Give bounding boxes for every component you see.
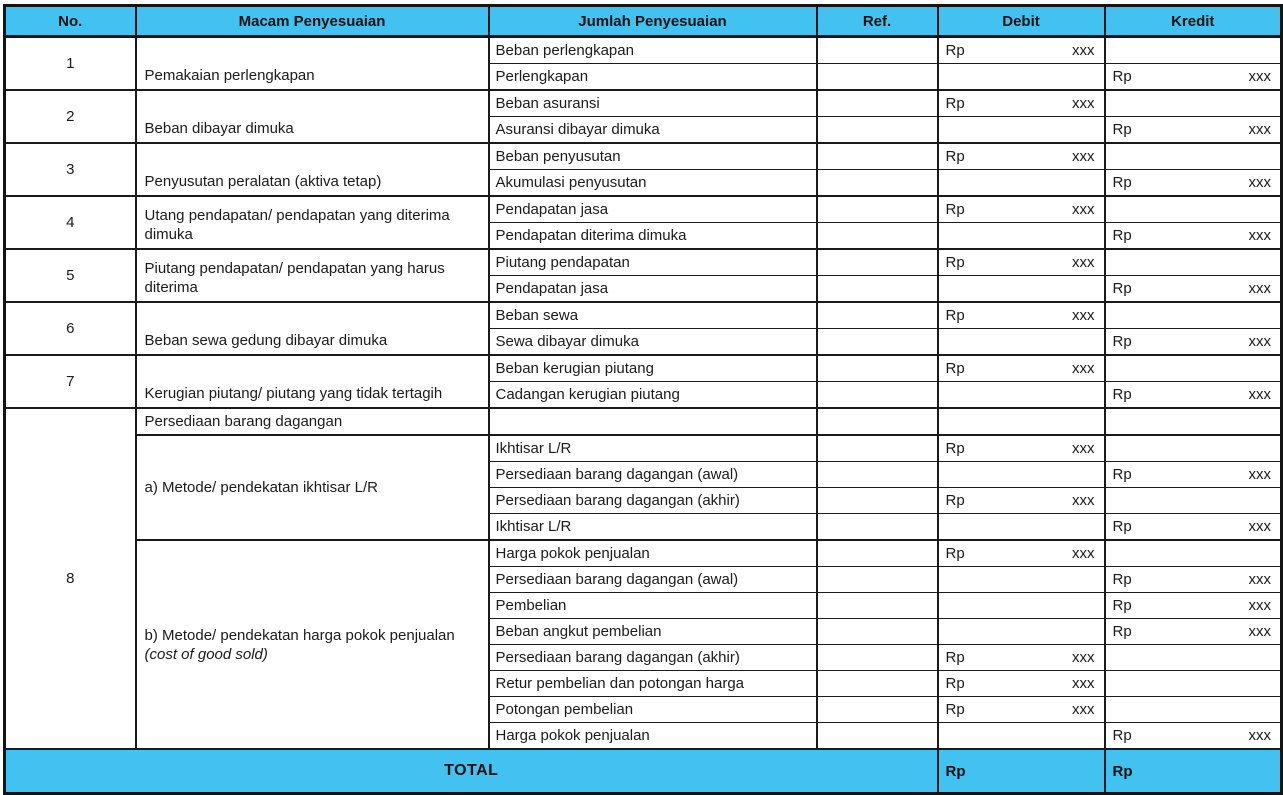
table-row (5, 540, 1282, 567)
amount-placeholder: xxx (1072, 360, 1095, 377)
table-row (5, 302, 1282, 329)
amount-placeholder: xxx (1248, 333, 1271, 350)
account-cell: Persediaan barang dagangan (akhir) (489, 488, 817, 514)
kredit-cell (1105, 117, 1282, 144)
kredit-cell (1105, 462, 1282, 488)
debit-cell (938, 408, 1105, 435)
kredit-cell (1105, 355, 1282, 382)
account-cell: Pembelian (489, 593, 817, 619)
ref-cell (817, 697, 938, 723)
adjustment-journal-table (3, 4, 1283, 795)
kredit-cell (1105, 249, 1282, 276)
currency-symbol: Rp (945, 701, 965, 718)
debit-cell (938, 488, 1105, 514)
currency-symbol: Rp (1112, 174, 1132, 191)
column-header-no: No. (5, 6, 136, 37)
debit-cell (938, 276, 1105, 303)
debit-cell (938, 329, 1105, 356)
debit-cell (938, 355, 1105, 382)
kredit-cell (1105, 329, 1282, 356)
ref-cell (817, 64, 938, 91)
currency-symbol: Rp (1112, 227, 1132, 244)
currency-symbol: Rp (945, 95, 965, 112)
group-number-cell: 1 (5, 37, 136, 91)
account-cell: Akumulasi penyusutan (489, 170, 817, 197)
currency-symbol: Rp (1112, 68, 1132, 85)
adjustment-type-cell: Pemakaian perlengkapan (136, 37, 489, 91)
currency-symbol: Rp (1112, 121, 1132, 138)
currency-symbol: Rp (945, 307, 965, 324)
account-cell: Beban asuransi (489, 90, 817, 117)
currency-symbol: Rp (945, 148, 965, 165)
kredit-cell (1105, 567, 1282, 593)
account-cell: Persediaan barang dagangan (awal) (489, 462, 817, 488)
debit-cell (938, 619, 1105, 645)
table-row (5, 355, 1282, 382)
debit-cell (938, 567, 1105, 593)
ref-cell (817, 488, 938, 514)
group-number-cell: 8 (5, 408, 136, 749)
amount-placeholder: xxx (1248, 68, 1271, 85)
account-cell: Persediaan barang dagangan (awal) (489, 567, 817, 593)
currency-symbol: Rp (945, 762, 966, 780)
account-cell: Persediaan barang dagangan (akhir) (489, 645, 817, 671)
adjustment-type-cell: Persediaan barang dagangan (136, 408, 489, 435)
account-cell: Piutang pendapatan (489, 249, 817, 276)
method-label-note: (cost of good sold) (144, 645, 268, 663)
amount-placeholder: xxx (1072, 201, 1095, 218)
ref-cell (817, 619, 938, 645)
kredit-cell (1105, 196, 1282, 223)
amount-placeholder: xxx (1248, 386, 1271, 403)
kredit-cell (1105, 170, 1282, 197)
adjustment-type-cell: Kerugian piutang/ piutang yang tidak tertagih (136, 355, 489, 408)
account-cell: Asuransi dibayar dimuka (489, 117, 817, 144)
amount-placeholder: xxx (1248, 518, 1271, 535)
amount-placeholder: xxx (1248, 227, 1271, 244)
amount-placeholder: xxx (1248, 174, 1271, 191)
account-cell: Beban kerugian piutang (489, 355, 817, 382)
currency-symbol: Rp (1112, 597, 1132, 614)
method-label-cell (136, 540, 489, 749)
currency-symbol: Rp (945, 360, 965, 377)
ref-cell (817, 223, 938, 250)
column-header-macam: Macam Penyesuaian (136, 6, 489, 37)
table-row (5, 435, 1282, 462)
account-cell: Beban perlengkapan (489, 37, 817, 64)
ref-cell (817, 143, 938, 170)
ref-cell (817, 249, 938, 276)
account-cell: Cadangan kerugian piutang (489, 382, 817, 409)
amount-placeholder: xxx (1072, 95, 1095, 112)
currency-symbol: Rp (945, 254, 965, 271)
amount-placeholder: xxx (1072, 545, 1095, 562)
total-debit-cell (938, 749, 1105, 794)
ref-cell (817, 382, 938, 409)
currency-symbol: Rp (1112, 762, 1133, 780)
group-number-cell: 3 (5, 143, 136, 196)
kredit-cell (1105, 514, 1282, 541)
debit-cell (938, 435, 1105, 462)
adjustment-type-cell: Beban dibayar dimuka (136, 90, 489, 143)
kredit-cell (1105, 619, 1282, 645)
debit-cell (938, 697, 1105, 723)
ref-cell (817, 117, 938, 144)
ref-cell (817, 671, 938, 697)
header-row (5, 6, 1282, 37)
group-number-cell: 2 (5, 90, 136, 143)
currency-symbol: Rp (1112, 466, 1132, 483)
table-row (5, 37, 1282, 64)
currency-symbol: Rp (1112, 280, 1132, 297)
kredit-cell (1105, 488, 1282, 514)
column-header-kredit: Kredit (1105, 6, 1282, 37)
ref-cell (817, 435, 938, 462)
amount-placeholder: xxx (1248, 623, 1271, 640)
amount-placeholder: xxx (1072, 307, 1095, 324)
table-row (5, 249, 1282, 276)
debit-cell (938, 540, 1105, 567)
table-row (5, 90, 1282, 117)
adjustment-type-cell: Utang pendapatan/ pendapatan yang diterima dimuka (136, 196, 489, 249)
group-number-cell: 5 (5, 249, 136, 302)
ref-cell (817, 170, 938, 197)
amount-placeholder: xxx (1072, 440, 1095, 457)
debit-cell (938, 37, 1105, 64)
currency-symbol: Rp (945, 201, 965, 218)
account-cell: Potongan pembelian (489, 697, 817, 723)
amount-placeholder: xxx (1248, 571, 1271, 588)
ref-cell (817, 276, 938, 303)
debit-cell (938, 302, 1105, 329)
amount-placeholder: xxx (1248, 597, 1271, 614)
debit-cell (938, 196, 1105, 223)
kredit-cell (1105, 540, 1282, 567)
currency-symbol: Rp (1112, 623, 1132, 640)
account-cell: Retur pembelian dan potongan harga (489, 671, 817, 697)
debit-cell (938, 143, 1105, 170)
ref-cell (817, 90, 938, 117)
currency-symbol: Rp (945, 649, 965, 666)
debit-cell (938, 593, 1105, 619)
account-cell: Pendapatan jasa (489, 196, 817, 223)
kredit-cell (1105, 435, 1282, 462)
currency-symbol: Rp (1112, 571, 1132, 588)
kredit-cell (1105, 90, 1282, 117)
account-cell: Ikhtisar L/R (489, 514, 817, 541)
adjustment-type-cell: Penyusutan peralatan (aktiva tetap) (136, 143, 489, 196)
debit-cell (938, 645, 1105, 671)
debit-cell (938, 90, 1105, 117)
account-cell: Ikhtisar L/R (489, 435, 817, 462)
total-label-cell: TOTAL (5, 749, 938, 794)
account-cell: Sewa dibayar dimuka (489, 329, 817, 356)
table-row (5, 408, 1282, 435)
currency-symbol: Rp (1112, 386, 1132, 403)
currency-symbol: Rp (1112, 518, 1132, 535)
ref-cell (817, 302, 938, 329)
debit-cell (938, 117, 1105, 144)
column-header-jumlah: Jumlah Penyesuaian (489, 6, 817, 37)
amount-placeholder: xxx (1248, 466, 1271, 483)
debit-cell (938, 514, 1105, 541)
debit-cell (938, 170, 1105, 197)
kredit-cell (1105, 37, 1282, 64)
debit-cell (938, 223, 1105, 250)
total-kredit-cell (1105, 749, 1282, 794)
account-cell: Beban penyusutan (489, 143, 817, 170)
debit-cell (938, 382, 1105, 409)
account-cell: Harga pokok penjualan (489, 723, 817, 750)
kredit-cell (1105, 697, 1282, 723)
ref-cell (817, 37, 938, 64)
kredit-cell (1105, 276, 1282, 303)
ref-cell (817, 567, 938, 593)
currency-symbol: Rp (945, 440, 965, 457)
amount-placeholder: xxx (1072, 701, 1095, 718)
ref-cell (817, 196, 938, 223)
debit-cell (938, 723, 1105, 750)
currency-symbol: Rp (945, 492, 965, 509)
account-cell: Perlengkapan (489, 64, 817, 91)
ref-cell (817, 723, 938, 750)
kredit-cell (1105, 593, 1282, 619)
group-number-cell: 4 (5, 196, 136, 249)
ref-cell (817, 540, 938, 567)
debit-cell (938, 462, 1105, 488)
currency-symbol: Rp (945, 675, 965, 692)
ref-cell (817, 462, 938, 488)
amount-placeholder: xxx (1248, 280, 1271, 297)
kredit-cell (1105, 645, 1282, 671)
kredit-cell (1105, 723, 1282, 750)
kredit-cell (1105, 408, 1282, 435)
amount-placeholder: xxx (1072, 148, 1095, 165)
table-row (5, 143, 1282, 170)
total-row (5, 749, 1282, 794)
debit-cell (938, 64, 1105, 91)
amount-placeholder: xxx (1248, 727, 1271, 744)
method-label: b) Metode/ pendekatan harga pokok penjualan (144, 626, 455, 644)
table-row (5, 196, 1282, 223)
ref-cell (817, 514, 938, 541)
adjustment-type-cell: Piutang pendapatan/ pendapatan yang harus diterima (136, 249, 489, 302)
amount-placeholder: xxx (1072, 492, 1095, 509)
adjustment-type-cell: Beban sewa gedung dibayar dimuka (136, 302, 489, 355)
ref-cell (817, 645, 938, 671)
amount-placeholder: xxx (1072, 42, 1095, 59)
method-label-cell: a) Metode/ pendekatan ikhtisar L/R (136, 435, 489, 540)
group-number-cell: 6 (5, 302, 136, 355)
amount-placeholder: xxx (1072, 675, 1095, 692)
ref-cell (817, 408, 938, 435)
amount-placeholder: xxx (1248, 121, 1271, 138)
kredit-cell (1105, 382, 1282, 409)
currency-symbol: Rp (1112, 333, 1132, 350)
ref-cell (817, 329, 938, 356)
kredit-cell (1105, 223, 1282, 250)
account-cell: Harga pokok penjualan (489, 540, 817, 567)
account-cell: Pendapatan diterima dimuka (489, 223, 817, 250)
column-header-debit: Debit (938, 6, 1105, 37)
kredit-cell (1105, 143, 1282, 170)
kredit-cell (1105, 671, 1282, 697)
account-cell: Beban sewa (489, 302, 817, 329)
group-number-cell: 7 (5, 355, 136, 408)
debit-cell (938, 671, 1105, 697)
ref-cell (817, 593, 938, 619)
amount-placeholder: xxx (1072, 649, 1095, 666)
kredit-cell (1105, 302, 1282, 329)
kredit-cell (1105, 64, 1282, 91)
account-cell (489, 408, 817, 435)
currency-symbol: Rp (945, 42, 965, 59)
currency-symbol: Rp (1112, 727, 1132, 744)
account-cell: Pendapatan jasa (489, 276, 817, 303)
amount-placeholder: xxx (1072, 254, 1095, 271)
ref-cell (817, 355, 938, 382)
debit-cell (938, 249, 1105, 276)
column-header-ref: Ref. (817, 6, 938, 37)
currency-symbol: Rp (945, 545, 965, 562)
account-cell: Beban angkut pembelian (489, 619, 817, 645)
